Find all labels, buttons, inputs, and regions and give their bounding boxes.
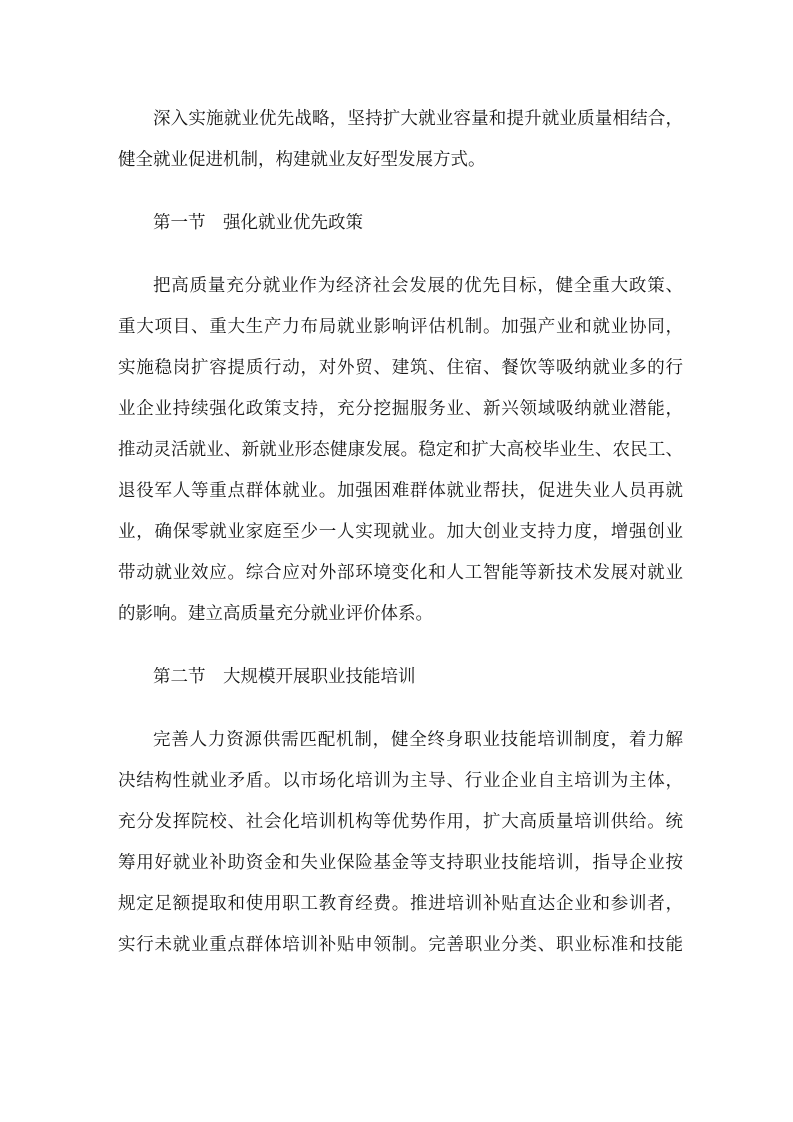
text-line: 完善人力资源供需匹配机制，健全终身职业技能培训制度，着力解 <box>153 729 683 749</box>
text-line: 实施稳岗扩容提质行动，对外贸、建筑、住宿、餐饮等吸纳就业多的行 <box>118 357 683 377</box>
text-line: 把高质量充分就业作为经济社会发展的优先目标，健全重大政策、 <box>153 275 683 295</box>
text-line: 实行未就业重点群体培训补贴申领制。完善职业分类、职业标准和技能 <box>118 934 683 954</box>
text-line: 深入实施就业优先战略，坚持扩大就业容量和提升就业质量相结合， <box>153 108 683 128</box>
text-line: 业企业持续强化政策支持，充分挖掘服务业、新兴领域吸纳就业潜能， <box>118 398 683 418</box>
text-line: 充分发挥院校、社会化培训机构等优势作用，扩大高质量培训供给。统 <box>118 811 683 831</box>
paragraph <box>118 98 683 180</box>
text-line: 业，确保零就业家庭至少一人实现就业。加大创业支持力度，增强创业 <box>118 521 683 541</box>
paragraph <box>118 265 683 634</box>
paragraph <box>118 719 683 965</box>
text-line: 退役军人等重点群体就业。加强困难群体就业帮扶，促进失业人员再就 <box>118 480 683 500</box>
text-line: 的影响。建立高质量充分就业评价体系。 <box>118 603 433 623</box>
text-line: 推动灵活就业、新就业形态健康发展。稳定和扩大高校毕业生、农民工、 <box>118 439 683 459</box>
text-line: 决结构性就业矛盾。以市场化培训为主导、行业企业自主培训为主体， <box>118 770 683 790</box>
text-line: 筹用好就业补助资金和失业保险基金等支持职业技能培训，指导企业按 <box>118 852 683 872</box>
document-text-column <box>118 98 683 965</box>
text-line: 规定足额提取和使用职工教育经费。推进培训补贴直达企业和参训者， <box>118 893 683 913</box>
text-line: 健全就业促进机制，构建就业友好型发展方式。 <box>118 149 486 169</box>
section-heading: 第二节 大规模开展职业技能培训 <box>153 666 416 686</box>
text-line: 重大项目、重大生产力布局就业影响评估机制。加强产业和就业协同， <box>118 316 683 336</box>
text-line: 带动就业效应。综合应对外部环境变化和人工智能等新技术发展对就业 <box>118 562 683 582</box>
section-heading: 第一节 强化就业优先政策 <box>153 212 363 232</box>
